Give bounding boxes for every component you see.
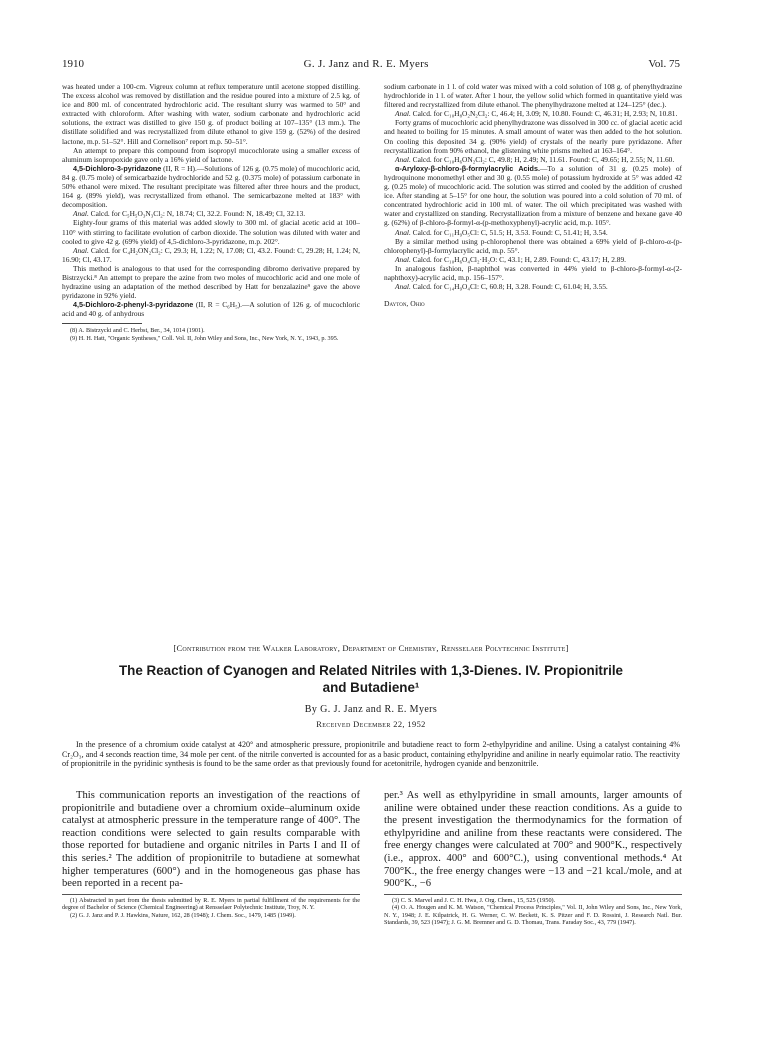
paragraph: In analogous fashion, β-naphthol was converted in 44% yield to β-chloro-β-formyl-α-(2-naphthoxy)-acrylic acid, m.p. 156–157°. — [384, 263, 682, 282]
footnote: (8) A. Bistrzycki and C. Herbst, Ber., 34, 1014 (1901). — [70, 327, 205, 335]
footnote: (3) C. S. Marvel and J. C. H. Hwa, J. Org. Chem., 15, 525 (1950). — [392, 896, 556, 904]
analysis-line: Anal. Calcd. for C₁₀H₈O₂N₂Cl₂: C, 46.4; H, 3.09; N, 10.80. Found: C, 46.31; H, 2.93; N, 10.81. — [395, 109, 678, 119]
paragraph: 4,5-Dichloro-3-pyridazone (II, R = H).—Solutions of 126 g. (0.75 mole) of mucochloric acid, 84 g. (0.75 mole) of semicarbazide hydrochloride and 52 g. (0.375 mole) of potassium carbonate in 50% ethanol were mixed. The resultant precipitate was filtered after three hours and the product, 164 g. (89% yield), was recrystallized from ethanol. The semicarbazone melted at 183° with decomposition. — [62, 163, 360, 210]
body-paragraph: per.³ As well as ethylpyridine in small amounts, larger amounts of aniline were obtained under these reaction conditions. As a guide to the present investigation the thermodynamics for the formation of ethylpyridine and aniline from these reactants were considered. The free energy changes were calculated at 700° and 900°K., respectively (i.e., approx. 400° and 600°C.), using conventional methods.⁴ At 700°K., the free energy changes were −13 and −21 kcal./mole, and at 900°K., −6 — [384, 790, 682, 890]
footnote: (9) H. H. Hatt, "Organic Syntheses," Coll. Vol. II, John Wiley and Sons, Inc., New York, N. Y., 1943, p. 395. — [70, 335, 339, 343]
byline: By G. J. Janz and R. E. Myers — [304, 704, 438, 715]
experimental-right-column — [384, 82, 682, 308]
paragraph: Eighty-four grams of this material was added slowly to 300 ml. of glacial acetic acid at 100–110° with stirring to facilitate evolution of carbon dioxide. The solution was diluted with water and cooled to give 42 g. (69% yield) of 4,5-dichloro-3-pyridazone, m.p. 202°. — [62, 218, 360, 246]
running-head — [62, 58, 680, 72]
contribution-line: [Contribution from the Walker Laboratory, Department of Chemistry, Rensselaer Polytechnic Institute] — [173, 643, 569, 653]
paragraph: By a similar method using p-chlorophenol there was obtained a 69% yield of β-chloro-α-(p-chlorophenyl)-β-formylacrylic acid, m.p. 55°. — [384, 236, 682, 255]
compound-heading: 4,5-Dichloro-3-pyridazone — [73, 163, 162, 173]
analysis-line: Anal. Calcd. for C₁₀H₆ON₂Cl₂: C, 49.8; H, 2.49; N, 11.61. Found: C, 49.65; H, 2.55; N, 11.60. — [395, 154, 675, 164]
place-line: Dayton, Ohio — [384, 299, 425, 309]
body-left-column — [62, 790, 360, 919]
analysis-line: Anal. Calcd. for C₁₀H₆O₄Cl₂·H₂O: C, 43.1; H, 2.89. Found: C, 43.17; H, 2.89. — [395, 254, 627, 264]
footnote-rule — [62, 323, 142, 324]
title-line-1: The Reaction of Cyanogen and Related Nitriles with 1,3-Dienes. IV. Propionitrile — [119, 663, 623, 678]
abstract: In the presence of a chromium oxide catalyst at 420° and atmospheric pressure, propionitrile and butadiene react to form 2-ethylpyridine and aniline. Using a catalyst containing 4% Cr₂O₃, and 4 seconds reaction time, 34 mole per cent. of the nitrile converted is accounted for as a basic product, containing ethylpyridine and aniline in nearly equimolar ratio. The reactivity of propionitrile in the pyridinic synthesis is found to be the same order as that previously found for acetonitrile, hydrogen cyanide and benzonitrile. — [62, 740, 680, 769]
paragraph: α-Aryloxy-β-chloro-β-formylacrylic Acids.—To a solution of 31 g. (0.25 mole) of hydroquinone monomethyl ether and 30 g. (0.55 mole) of potassium hydroxide at 5° was added 42 g. (0.25 mole) of mucochloric acid. The solution was stirred and cooled by the addition of crushed ice. After standing at 5–15° for one hour, the solution was poured into a cold solution of 70 ml. of concentrated hydrochloric acid in 100 ml. of water. The oil which precipitated was washed with water and crystallized on standing. Recrystallization from a mixture of benzene and hexane gave 40 g. (62%) of β-chloro-β-formyl-α-(p-methoxyphenyl)-acrylic acid, m.p. 105°. — [384, 163, 682, 228]
running-head-authors: G. J. Janz and R. E. Myers — [303, 58, 429, 70]
analysis-line: Anal. Calcd. for C₁₄H₉O₄Cl: C, 60.8; H, 3.28. Found: C, 61.04; H, 3.55. — [395, 282, 608, 292]
paragraph: 4,5-Dichloro-2-phenyl-3-pyridazone (II, R = C₆H₅).—A solution of 126 g. of mucochloric acid and 40 g. of anhydrous — [62, 300, 360, 319]
page-number: 1910 — [62, 58, 84, 70]
paragraph: was heated under a 100-cm. Vigreux column at reflux temperature until acetone stopped distilling. The excess alcohol was removed by distillation and the residue poured into a mixture of 2.5 kg. of ice and 800 ml. of concentrated hydrochloric acid. The resultant slurry was warmed to 50° and extracted with chloroform. After washing with water, sodium carbonate and hydrochloric acid solutions, the extract was distilled to give 150 g. of product boiling at 107–135° (13 mm.). The distillate solidified and was recrystallized from dilute ethanol to give 159 g. (52%) of the desired lactone, m.p. 51–52°. Hill and Cornelison⁷ report m.p. 50–51°. — [62, 82, 360, 146]
experimental-left-column — [62, 82, 360, 343]
footnote: (4) O. A. Hougen and K. M. Watson, "Chemical Process Principles," Vol. II, John Wiley and Sons, Inc., New York, N. Y., 1948; J. E. Kilpatrick, H. G. Werner, C. W. Beckett, K. S. Pitzer and F. D. Rossini, J. Research Natl. Bur. Standards, 39, 523 (1947); J. G. M. Bremner and G. D. Thomau, Trans. Faraday Soc., 43, 779 (1947). — [384, 904, 682, 926]
body-paragraph: This communication reports an investigation of the reactions of propionitrile and butadiene over a chromium oxide–aluminum oxide catalyst at atmospheric pressure in the temperature range of 400°. The reaction conditions were selected to gain results comparable with those reported for butadiene and organic nitriles in Parts I and II of this series.² The addition of propionitrile to butadiene at somewhat higher temperatures (600°) and in the homogeneous gas phase has been reported in a recent pa- — [62, 790, 360, 890]
footnote: (2) G. J. Janz and P. J. Hawkins, Nature, 162, 28 (1948); J. Chem. Soc., 1479, 1485 (1949). — [70, 911, 296, 919]
body-right-column — [384, 790, 682, 926]
paragraph: This method is analogous to that used for the corresponding dibromo derivative prepared by Bistrzycki.⁸ An attempt to prepare the azine from two moles of mucochloric acid and one mole of hydrazine using an adaptation of the method described by Hatt for benzalazine⁹ gave the above pyridazone in 92% yield. — [62, 263, 360, 301]
paragraph: sodium carbonate in 1 l. of cold water was mixed with a cold solution of 108 g. of phenylhydrazine hydrochloride in 1 l. of water. After 1 hour, the yellow solid which formed in quantitative yield was filtered and recrystallized from dilute ethanol. The phenylhydrazone melted at 124–125° (dec.). — [384, 82, 682, 110]
analysis-line: Anal. Calcd. for C₅H₅O₃N₃Cl₂: N, 18.74; Cl, 32.2. Found: N, 18.49; Cl, 32.13. — [73, 209, 306, 219]
volume-label: Vol. 75 — [648, 58, 680, 70]
article-title — [62, 662, 680, 696]
analysis-line: Anal. Calcd. for C₄H₂ON₂Cl₂: C, 29.3; H, 1.22; N, 17.08; Cl, 43.2. Found: C, 29.28; H, 1.24; N, 16.90; Cl, 43.17. — [62, 245, 360, 264]
paragraph: Forty grams of mucochloric acid phenylhydrazone was dissolved in 300 cc. of glacial acetic acid and heated to boiling for 15 minutes. A small amount of water was then added to the hot solution. On cooling this deposited 34 g. (90% yield) of crystals of the nearly pure pyridazone. After recrystallization from 90% ethanol, the glistening white prisms melted at 163–164°. — [384, 118, 682, 155]
paragraph: An attempt to prepare this compound from isopropyl mucochlorate using a smaller excess of aluminum isopropoxide gave only a 16% yield of lactone. — [62, 145, 360, 164]
title-line-2: and Butadiene¹ — [322, 680, 420, 695]
analysis-line: Anal. Calcd. for C₁₁H₉O₅Cl: C, 51.5; H, 3.53. Found: C, 51.41; H, 3.54. — [395, 227, 608, 237]
compound-heading: α-Aryloxy-β-chloro-β-formylacrylic Acids. — [395, 163, 540, 173]
footnote-rule — [62, 894, 360, 895]
footnote: (1) Abstracted in part from the thesis submitted by R. E. Myers in partial fulfillment of the requirements for the degree of Bachelor of Science (Chemical Engineering) at Rensselaer Polytechnic Institute, Troy, N. Y. — [62, 896, 360, 912]
footnote-rule — [384, 894, 682, 895]
compound-heading: 4,5-Dichloro-2-phenyl-3-pyridazone — [73, 300, 194, 310]
received-date: Received December 22, 1952 — [316, 720, 426, 729]
